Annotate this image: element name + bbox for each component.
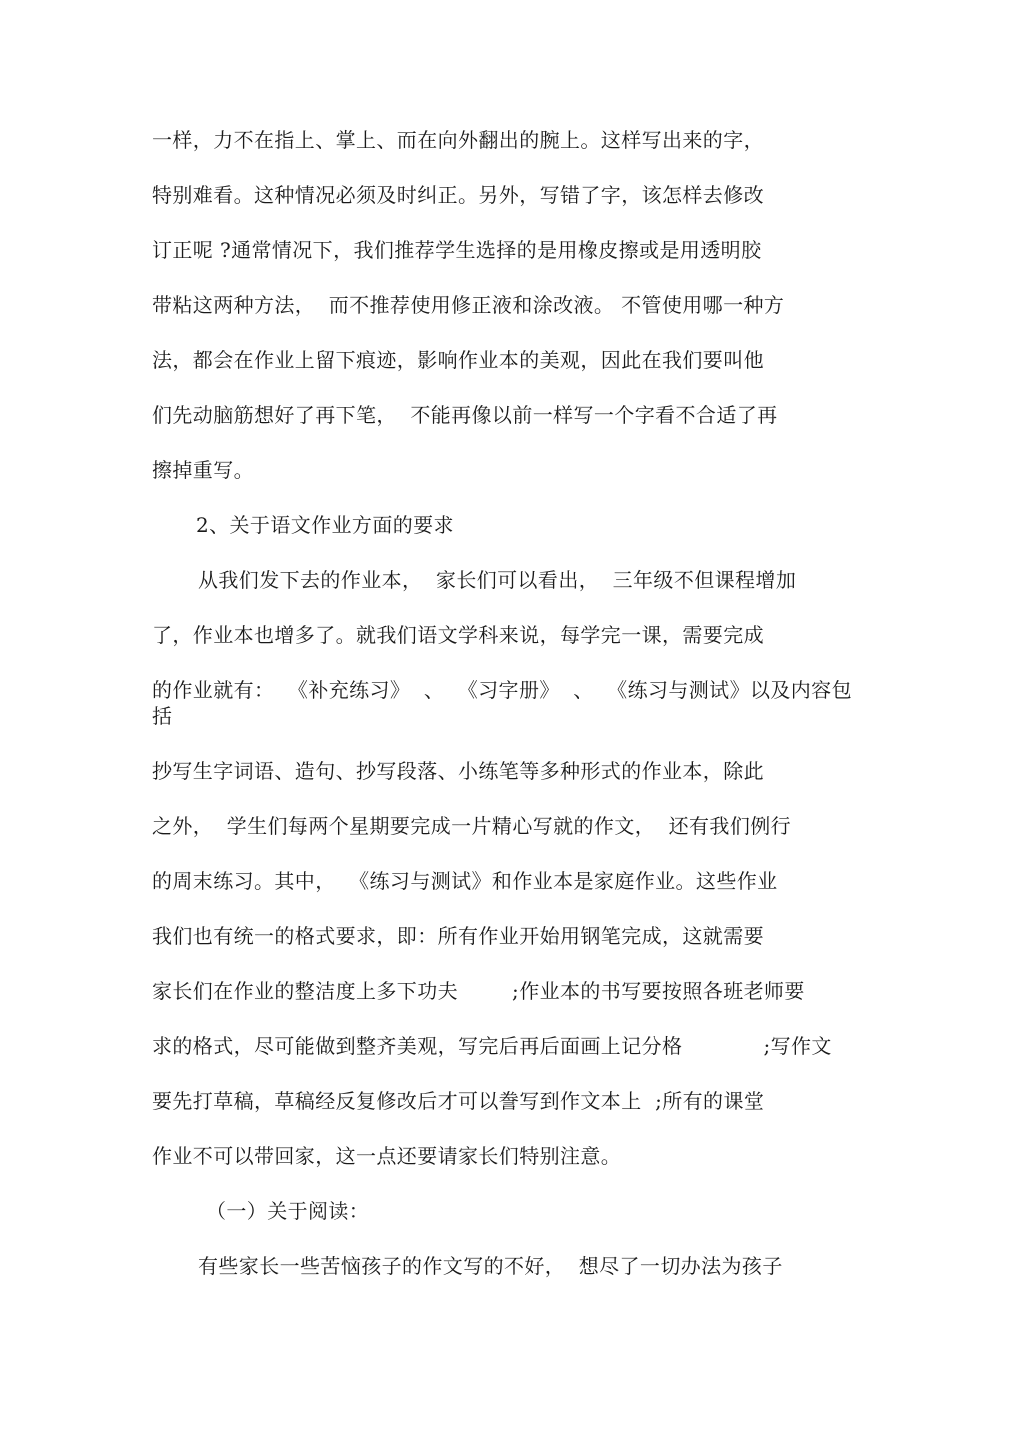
text-line: 带粘这两种方法， 而不推荐使用修正液和涂改液。 不管使用哪一种方: [152, 293, 785, 317]
text-line: 擦掉重写。: [152, 458, 254, 482]
text-line: 作业不可以带回家，这一点还要请家长们特别注意。: [152, 1144, 622, 1168]
text-line: 的周末练习。其中， 《练习与测试》和作业本是家庭作业。这些作业: [152, 869, 778, 893]
text-line: 一样，力不在指上、掌上、而在向外翻出的腕上。这样写出来的字，: [152, 128, 764, 152]
text-line: 特别难看。这种情况必须及时纠正。另外，写错了字，该怎样去修改: [152, 183, 764, 207]
text-line: 抄写生字词语、造句、抄写段落、小练笔等多种形式的作业本，除此: [152, 759, 764, 783]
text-line: 括: [152, 704, 173, 728]
text-line: 家长们在作业的整洁度上多下功夫 ;作业本的书写要按照各班老师要: [152, 979, 805, 1003]
section-heading: （一）关于阅读：: [206, 1199, 370, 1223]
text-line: 我们也有统一的格式要求，即：所有作业开始用钢笔完成，这就需要: [152, 924, 764, 948]
text-line: 求的格式，尽可能做到整齐美观，写完后再后面画上记分格 ;写作文: [152, 1034, 832, 1058]
text-line: 要先打草稿，草稿经反复修改后才可以誊写到作文本上 ;所有的课堂: [152, 1089, 765, 1113]
text-line: 的作业就有： 《补充练习》 、 《习字册》 、 《练习与测试》以及内容包: [152, 678, 852, 702]
section-heading: 2、关于语文作业方面的要求: [196, 513, 454, 537]
text-line: 有些家长一些苦恼孩子的作文写的不好， 想尽了一切办法为孩子: [198, 1254, 783, 1278]
text-line: 了，作业本也增多了。就我们语文学科来说，每学完一课，需要完成: [152, 623, 764, 647]
text-line: 之外， 学生们每两个星期要完成一片精心写就的作文， 还有我们例行: [152, 814, 792, 838]
text-line: 们先动脑筋想好了再下笔， 不能再像以前一样写一个字看不合适了再: [152, 403, 778, 427]
text-line: 从我们发下去的作业本， 家长们可以看出， 三年级不但课程增加: [198, 568, 797, 592]
text-line: 法，都会在作业上留下痕迹，影响作业本的美观，因此在我们要叫他: [152, 348, 764, 372]
text-line: 订正呢 ?通常情况下，我们推荐学生选择的是用橡皮擦或是用透明胶: [152, 238, 762, 262]
